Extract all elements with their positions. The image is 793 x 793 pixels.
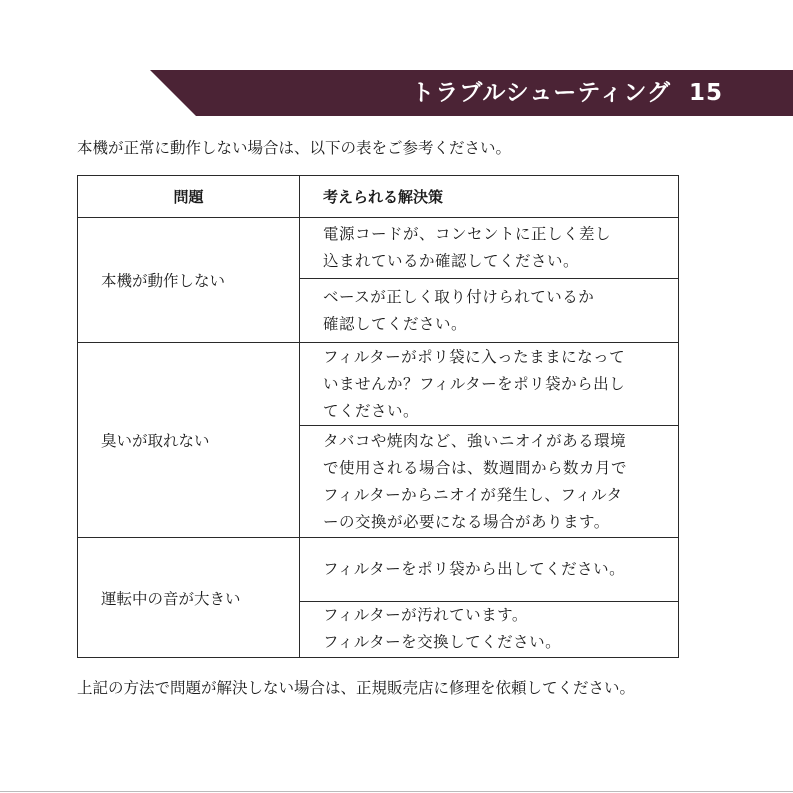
footer-note: 上記の方法で問題が解決しない場合は、正規販売店に修理を依頼してください。: [77, 679, 636, 697]
solution-line: フィルターが汚れています。: [323, 606, 528, 625]
solution-line: フィルターからニオイが発生し、フィルタ: [323, 485, 623, 504]
table-row: [78, 538, 679, 601]
table-row: [78, 342, 679, 426]
page-bottom-rule: [0, 791, 793, 792]
solution-cell: [300, 538, 679, 601]
solution-line: 込まれているか確認してください。: [323, 252, 580, 271]
solution-line: フィルターをポリ袋から出してください。: [323, 559, 626, 578]
section-title-text: トラブルシューティング: [411, 80, 671, 106]
problem-cell: 運転中の音が大きい: [78, 538, 300, 658]
solution-line: ベースが正しく取り付けられているか: [323, 287, 595, 306]
solution-line: タバコや焼肉など、強いニオイがある環境: [323, 431, 627, 450]
column-header-problem: 問題: [78, 176, 300, 218]
section-header-band: [0, 70, 793, 116]
solution-line: フィルターがポリ袋に入ったままになって: [323, 347, 626, 366]
solution-line: いませんか？フィルターをポリ袋から出し: [323, 374, 626, 393]
column-header-solution: 考えられる解決策: [300, 176, 679, 218]
table-header-row: [78, 176, 679, 218]
solution-line: 確認してください。: [323, 314, 468, 333]
solution-cell: [300, 601, 679, 657]
page-number: 15: [688, 80, 723, 106]
solution-line: 電源コードが、コンセントに正しく差し: [323, 225, 612, 244]
problem-cell: 臭いが取れない: [78, 342, 300, 537]
solution-cell: [300, 342, 679, 426]
solution-line: フィルターを交換してください。: [323, 633, 562, 652]
solution-cell: [300, 218, 679, 279]
troubleshooting-table: [77, 175, 679, 658]
intro-text: 本機が正常に動作しない場合は、以下の表をご参考ください。: [77, 139, 512, 157]
solution-line: てください。: [323, 401, 420, 420]
solution-cell: [300, 279, 679, 342]
solution-cell: [300, 426, 679, 538]
solution-line: で使用される場合は、数週間から数カ月で: [323, 458, 628, 477]
problem-cell: 本機が動作しない: [78, 218, 300, 343]
section-title: [411, 78, 723, 108]
table-row: [78, 218, 679, 279]
solution-line: ーの交換が必要になる場合があります。: [323, 512, 610, 531]
